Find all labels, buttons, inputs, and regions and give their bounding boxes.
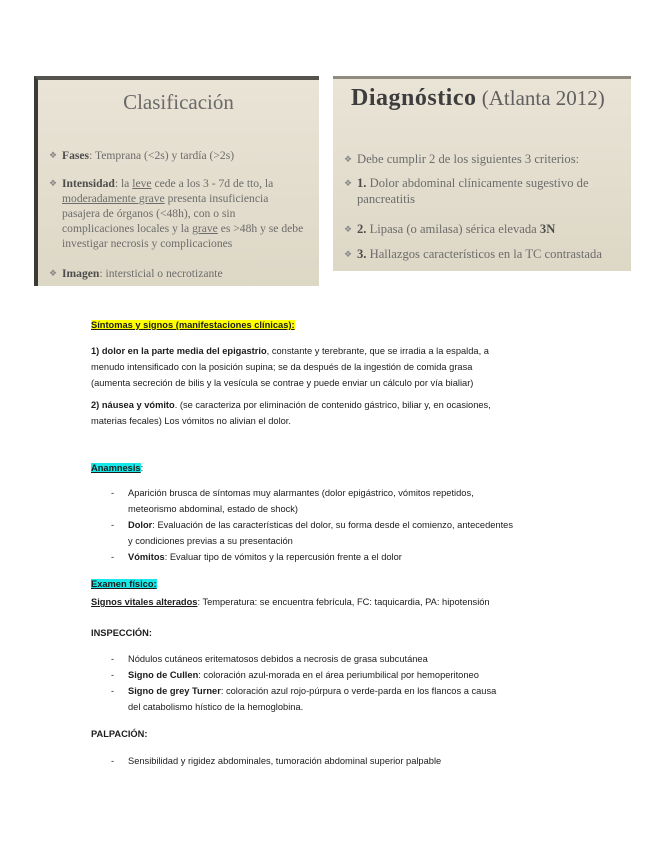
slide-image-clasificacion [34, 76, 319, 286]
list-dash: - [111, 552, 115, 562]
bullet-icon: ❖ [344, 224, 353, 234]
inspeccion-item-2: Signo de Cullen: coloración azul-morada en el área periumbilical por hemoperitoneo [128, 670, 479, 680]
palpacion-item-1: Sensibilidad y rigidez abdominales, tumoración abdominal superior palpable [128, 756, 442, 766]
anamnesis-item-1: Aparición brusca de síntomas muy alarmantes (dolor epigástrico, vómitos repetidos, meteorismo abdominal, estado de shock) [128, 488, 474, 514]
bullet-imagen: ❖ Imagen: intersticial o necrotizante [49, 267, 223, 280]
bullet-icon: ❖ [344, 249, 353, 259]
bullet-criterios: ❖ Debe cumplir 2 de los siguientes 3 criterios: [344, 152, 580, 166]
sintomas-paragraph-2: 2) náusea y vómito. (se caracteriza por eliminación de contenido gástrico, biliar y, en ocasiones, materias fecales) Los vómitos no alivian el dolor. [91, 400, 491, 426]
bullet-icon: ❖ [344, 178, 353, 188]
anamnesis-item-2: Dolor: Evaluación de las características del dolor, su forma desde el comienzo, antecedentes y condiciones previas a su presentación [128, 520, 513, 546]
bullet-criterio-3: ❖ 3. Hallazgos característicos en la TC contrastada [344, 247, 602, 261]
inspeccion-item-1: Nódulos cutáneos eritematosos debidos a necrosis de grasa subcutánea [128, 654, 428, 664]
inspeccion-item-3: Signo de grey Turner: coloración azul rojo-púrpura o verde-parda en los flancos a causa del catabolismo hístico de la hemoglobina. [128, 686, 497, 712]
slide-title: Diagnóstico (Atlanta 2012) [351, 85, 605, 111]
sintomas-paragraph-1: 1) dolor en la parte media del epigastrio, constante y terebrante, que se irradia a la espalda, a menudo intensificado con la posición supina; se da después de la ingestión de comida grasa (aumenta secreción de bilis y la vesícula se contrae y puede enviar un cálculo por vía bialiar) [91, 346, 489, 388]
list-dash: - [111, 654, 115, 664]
inspeccion-heading: INSPECCIÓN: [91, 628, 152, 638]
bullet-criterio-1: ❖ 1. Dolor abdominal clínicamente sugestivo de pancreatitis [344, 176, 589, 206]
bullet-icon: ❖ [49, 150, 58, 160]
anamnesis-heading: Anamnesis: [91, 463, 144, 473]
list-dash: - [111, 488, 115, 498]
bullet-icon: ❖ [49, 178, 58, 188]
slide-title: Clasificación [123, 90, 234, 114]
slide-image-diagnostico [333, 76, 631, 271]
list-dash: - [111, 686, 115, 696]
examen-heading: Examen físico: [91, 579, 157, 589]
list-dash: - [111, 520, 115, 530]
list-dash: - [111, 670, 115, 680]
bullet-icon: ❖ [344, 154, 353, 164]
signos-vitales: Signos vitales alterados: Temperatura: se encuentra febrícula, FC: taquicardia, PA: hipotensión [91, 597, 490, 607]
anamnesis-item-3: Vómitos: Evaluar tipo de vómitos y la repercusión frente a el dolor [128, 552, 402, 562]
bullet-criterio-2: ❖ 2. Lipasa (o amilasa) sérica elevada 3N [344, 222, 556, 236]
bullet-intensidad: ❖ Intensidad: la leve cede a los 3 - 7d de tto, la moderadamente grave presenta insuficiencia pasajera de órganos (<48h), con o sin complicaciones locales y la grave es >48h y se debe investigar necrosis y complicaciones [49, 177, 304, 250]
palpacion-heading: PALPACIÓN: [91, 729, 148, 739]
list-dash: - [111, 756, 115, 766]
bullet-fases: ❖ Fases: Temprana (<2s) y tardía (>2s) [49, 149, 235, 162]
sintomas-heading: Síntomas y signos (manifestaciones clínicas): [91, 320, 295, 330]
bullet-icon: ❖ [49, 268, 58, 278]
